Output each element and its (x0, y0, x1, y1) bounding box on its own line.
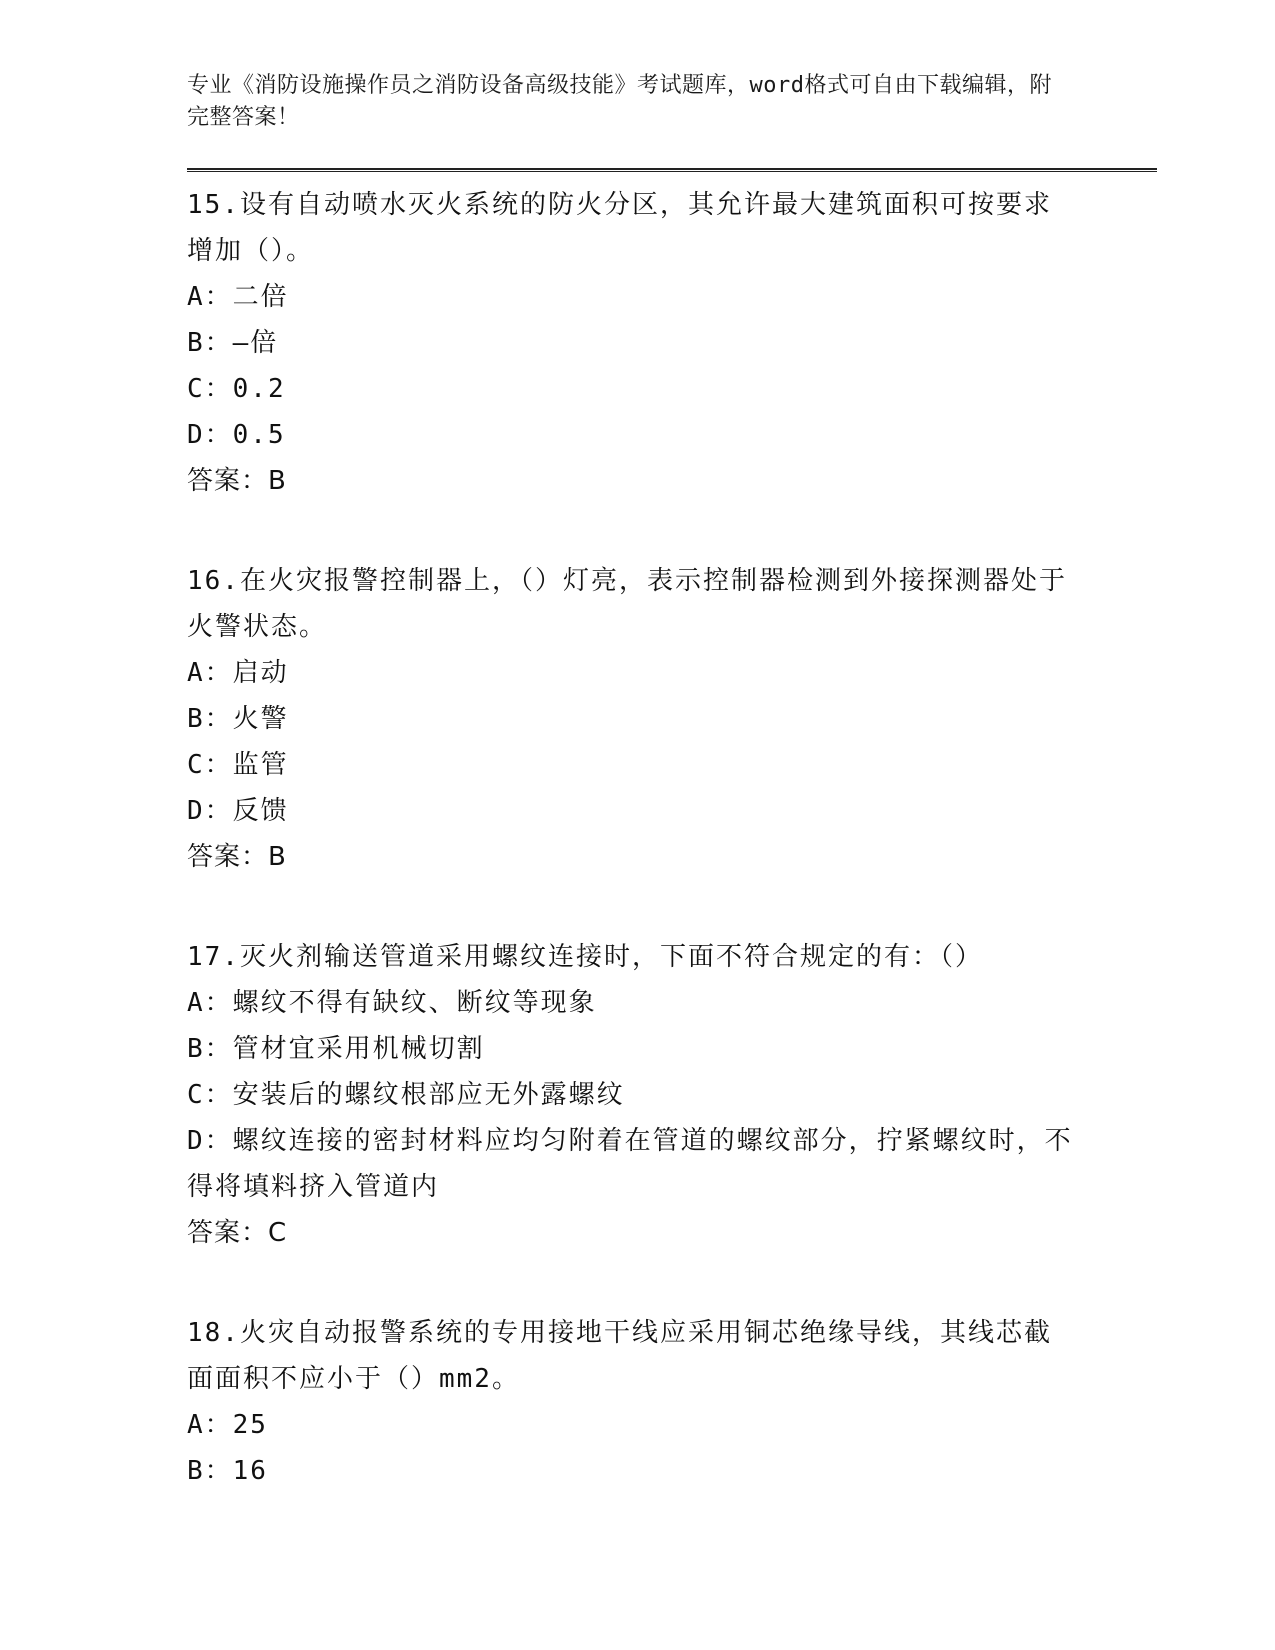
option-c (187, 1072, 1077, 1118)
option-d (187, 1118, 1077, 1210)
option-text: 25 (232, 1410, 268, 1440)
option-letter: D： (187, 1126, 233, 1156)
option-letter: D： (187, 796, 233, 826)
option-text: 启动 (232, 658, 289, 688)
option-text: 安装后的螺纹根部应无外露螺纹 (232, 1080, 625, 1110)
option-text: 0.2 (232, 374, 286, 404)
option-a (187, 1402, 1077, 1448)
option-text: 管材宜采用机械切割 (232, 1034, 485, 1064)
option-letter: A： (187, 658, 233, 688)
option-a (187, 274, 1077, 320)
option-letter: C： (187, 1080, 233, 1110)
question-text: 15.设有自动喷水灭火系统的防火分区，其允许最大建筑面积可按要求增加（）。 (187, 190, 1052, 266)
option-text: 螺纹连接的密封材料应均匀附着在管道的螺纹部分，拧紧螺纹时，不得将填料挤入管道内 (187, 1126, 1073, 1202)
option-text: —倍 (232, 328, 279, 358)
option-text: 0.5 (232, 420, 286, 450)
option-a (187, 650, 1077, 696)
question-text: 16.在火灾报警控制器上，（）灯亮，表示控制器检测到外接探测器处于火警状态。 (187, 566, 1067, 642)
option-d (187, 788, 1077, 834)
option-letter: B： (187, 704, 233, 734)
option-b (187, 1026, 1077, 1072)
option-text: 火警 (232, 704, 289, 734)
option-text: 反馈 (232, 796, 289, 826)
option-letter: A： (187, 282, 233, 312)
option-b (187, 1448, 1077, 1494)
option-letter: A： (187, 988, 233, 1018)
option-letter: B： (187, 1034, 233, 1064)
option-b (187, 320, 1077, 366)
option-text: 螺纹不得有缺纹、断纹等现象 (232, 988, 597, 1018)
question-17 (187, 934, 1157, 1256)
option-letter: C： (187, 750, 233, 780)
option-text: 监管 (232, 750, 289, 780)
answer-line: 答案：B (187, 466, 287, 496)
document-header: 专业《消防设施操作员之消防设备高级技能》考试题库，word格式可自由下载编辑，附完整答案！ (187, 73, 1052, 130)
option-letter: B： (187, 328, 233, 358)
option-letter: D： (187, 420, 233, 450)
question-15 (187, 182, 1157, 504)
header-divider (187, 168, 1157, 172)
option-a (187, 980, 1077, 1026)
option-text: 16 (232, 1456, 268, 1486)
document-page (187, 70, 1157, 1548)
option-d (187, 412, 1077, 458)
question-list (187, 182, 1157, 1494)
option-letter: A： (187, 1410, 233, 1440)
question-text: 18.火灾自动报警系统的专用接地干线应采用铜芯绝缘导线，其线芯截面面积不应小于（）mm2。 (187, 1318, 1052, 1394)
question-18 (187, 1310, 1157, 1494)
answer-line: 答案：C (187, 1218, 288, 1248)
option-text: 二倍 (232, 282, 289, 312)
question-16 (187, 558, 1157, 880)
option-b (187, 696, 1077, 742)
option-c (187, 366, 1077, 412)
question-text: 17.灭火剂输送管道采用螺纹连接时，下面不符合规定的有：（） (187, 942, 983, 972)
answer-line: 答案：B (187, 842, 287, 872)
option-c (187, 742, 1077, 788)
option-letter: C： (187, 374, 233, 404)
option-letter: B： (187, 1456, 233, 1486)
